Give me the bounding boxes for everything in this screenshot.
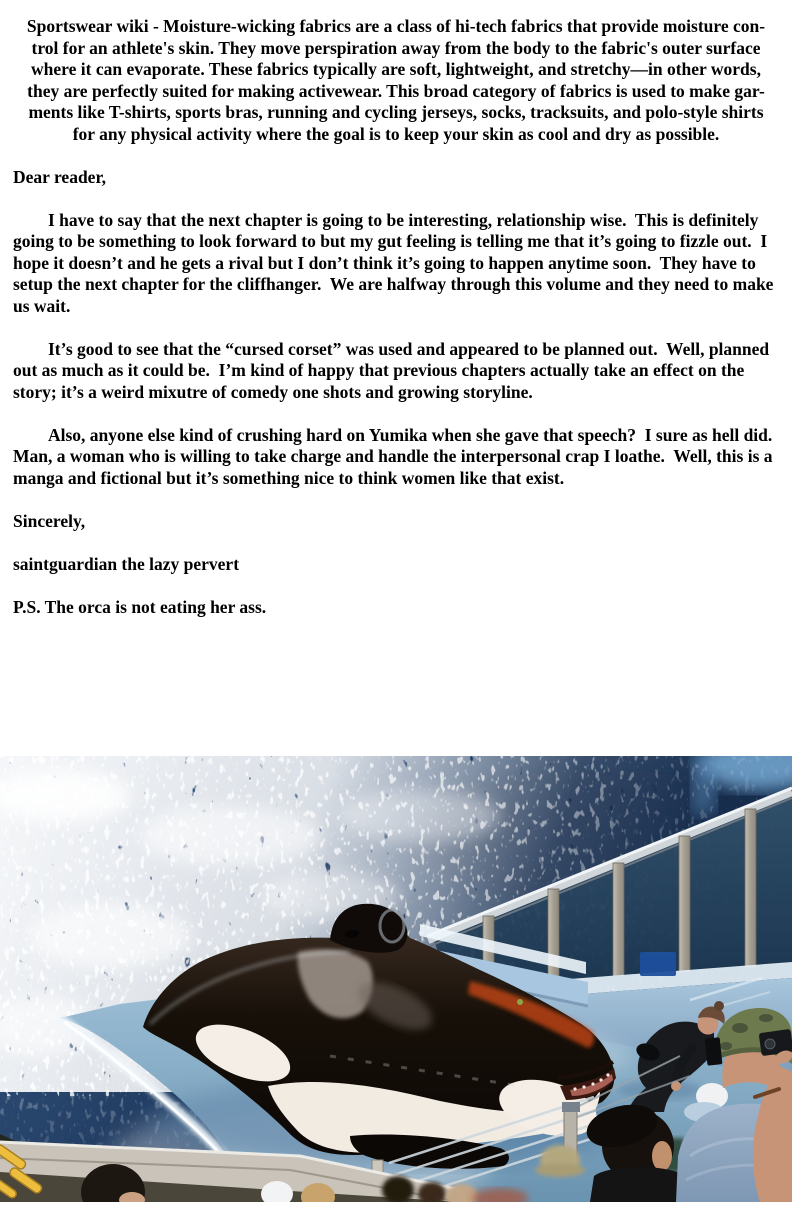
intro-line: trol for an athlete's skin. They move perspiration away from the body to the fabric's outer surface <box>31 37 761 58</box>
body-paragraph-2: It’s good to see that the “cursed corset” was used and appeared to be planned out. Well, planned out as much as it could be. I’m kind of happy that previous chapters actually take an effect on the story; it’s a weird mixutre of comedy one shots and growing storyline. <box>13 338 774 402</box>
phone <box>705 1037 723 1065</box>
intro-line: they are perfectly suited for making activewear. This broad category of fabrics is used to make gar- <box>27 80 765 101</box>
intro-paragraph <box>13 16 779 145</box>
body-paragraph-1: I have to say that the next chapter is going to be interesting, relationship wise. This is definitely going to be something to look forward to but my gut feeling is telling me that it’s going to fizzle out. I hope it doesn’t and he gets a rival but I don’t think it’s going to happen anytime soon. They have to setup the next chapter for the cliffhanger. We are halfway through this volume and they need to make us wait. <box>13 209 778 316</box>
blue-equipment-box <box>640 952 676 976</box>
body-paragraph-3: Also, anyone else kind of crushing hard on Yumika when she gave that speech? I sure as hell did. Man, a woman who is willing to take charge and handle the interpersonal crap I loathe. Well, this is a manga and fictional but it’s something nice to think women like that exist. <box>13 424 782 488</box>
salutation: Dear reader, <box>13 166 106 187</box>
trainer-hair-bun <box>714 1001 724 1011</box>
intro-line: for any physical activity where the goal is to keep your skin as cool and dry as possible. <box>72 123 720 144</box>
intro-line: ments like T-shirts, sports bras, running and cycling jerseys, socks, tracksuits, and polo-style shirts <box>28 102 764 122</box>
postscript: P.S. The orca is not eating her ass. <box>13 596 267 617</box>
signature: saintguardian the lazy pervert <box>13 553 240 574</box>
closing: Sincerely, <box>13 510 86 531</box>
intro-line: where it can evaporate. These fabrics typically are soft, lightweight, and stretchy—in other words, <box>31 59 761 79</box>
orca-show-photo <box>0 756 792 1202</box>
intro-line: Sportswear wiki - Moisture-wicking fabrics are a class of hi-tech fabrics that provide moisture con- <box>26 16 766 36</box>
